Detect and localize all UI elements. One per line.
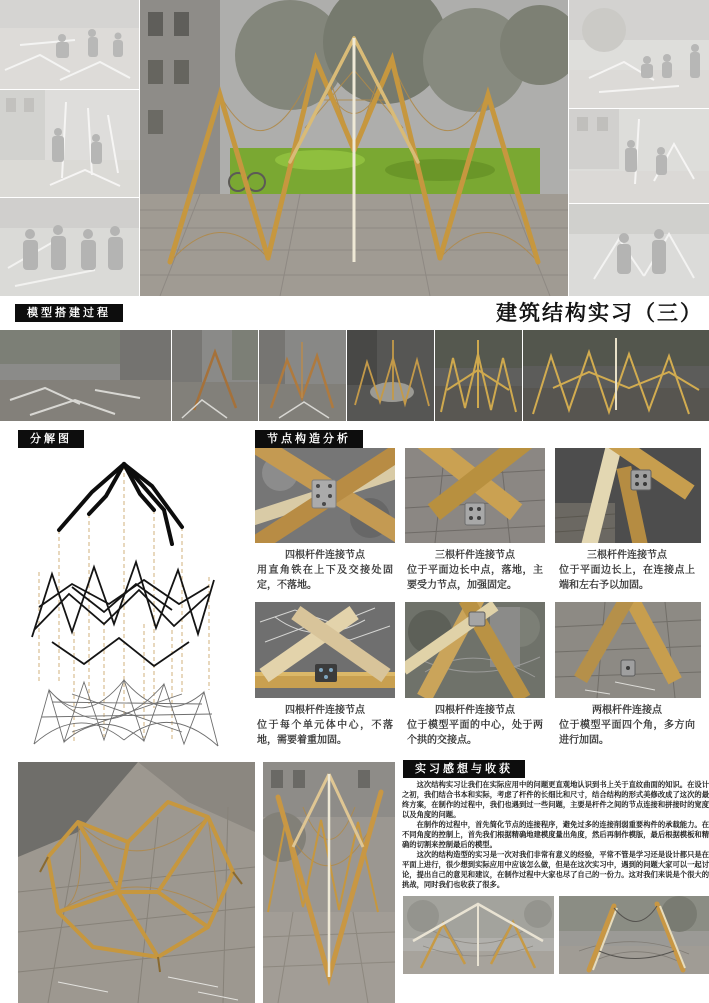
node-photo-3 [555,448,701,543]
photo-detail-bottom-right [559,896,709,974]
strip-photo-4 [347,330,434,421]
node-caption-5-title: 四根杆件连接节点 [435,705,515,716]
node-caption-2 [405,549,545,593]
section-label-reflection [403,760,525,778]
node-caption-5-desc: 位于模型平面的中心，处于两个拱的交接点。 [407,720,543,746]
photo-aerial-view [18,762,255,1003]
strip-photo-2 [172,330,258,421]
strip-photo-3 [259,330,346,421]
photo-process-left-2 [0,90,139,197]
node-photo-2 [405,448,545,543]
node-caption-1-desc: 用直角铁在上下及交接处固定，不落地。 [257,565,393,591]
node-caption-3-title: 三根杆件连接节点 [587,550,667,561]
node-caption-3 [557,549,697,593]
section-label-exploded-text: 分解图 [30,433,72,445]
photo-detail-bottom-left [403,896,554,974]
photo-process-left-3 [0,198,139,296]
top-photo-collage [0,0,709,296]
reflection-paragraph-3: 这次的结构造型的实习是一次对我们非常有意义的经验，平常不管是学习还是设计都只是在平面上进行，很少想到实际应用中应该怎么做，但是在这次实习中，遇到的问题大家可以一起讨论，提出自己的意见和建议，在制作过程中大家也尽了自己的一份力。这对我们来说是个很大的挑战，同时我们也收获了很多。 [402,850,709,889]
section-label-node-analysis [255,430,363,448]
node-caption-6-desc: 位于模型平面四个角，多方向进行加固。 [559,720,695,746]
node-caption-6-title: 两根杆件连接点 [592,705,662,716]
strip-photo-6 [523,330,709,421]
strip-photo-5 [435,330,522,421]
photo-process-right-1 [569,0,709,108]
node-caption-4-desc: 位于每个单元体中心，不落地，需要着重加固。 [257,720,393,746]
photo-process-right-3 [569,204,709,296]
page-title: 建筑结构实习（三） [496,302,703,325]
exploded-diagram [12,452,237,758]
section-label-node-analysis-text: 节点构造分析 [267,433,351,445]
section-label-exploded [18,430,84,448]
photo-structure-vertical [263,762,395,1003]
node-caption-6 [557,704,697,748]
section-label-build-process [15,304,123,322]
reflection-paragraph-1: 这次结构实习让我们在实际应用中的问题更直观地认识到书上关于直纹曲面的知识。在设计之初，我们结合书本和实际，考虑了杆件的长细比和尺寸，结合结构的形式美修改成了这次的最终方案，在制作的过程中，我们也遇到过一些问题，主要是杆件之间的节点连接和拼接时的宽度以及角度的问题。 [402,780,709,819]
build-process-photo-strip [0,330,709,421]
photo-process-right-2 [569,109,709,203]
reflection-paragraphs [402,780,709,890]
node-caption-4 [255,704,395,748]
reflection-paragraph-2: 在制作的过程中，首先简化节点的连接程序，避免过多的连接削弱重要构件的承载能力。在不同角度的控制上，首先我们根据精确地建模度量出角度，然后再制作模版，最后根据模板和精确的切割来控制最后的模型。 [402,820,709,849]
section-label-build-process-text: 模型搭建过程 [27,307,111,319]
node-caption-3-desc: 位于平面边长上，在连接点上端和左右予以加固。 [559,565,695,591]
node-photo-5 [405,602,545,698]
node-caption-1-title: 四根杆件连接节点 [285,550,365,561]
photo-hero-structure [140,0,568,296]
node-caption-1 [255,549,395,593]
strip-photo-1 [0,330,171,421]
photo-process-left-1 [0,0,139,89]
node-photo-1 [255,448,395,543]
section-label-reflection-text: 实习感想与收获 [415,763,513,775]
node-caption-2-desc: 位于平面边长中点，落地，主要受力节点，加强固定。 [407,565,543,591]
node-caption-5 [405,704,545,748]
node-caption-4-title: 四根杆件连接节点 [285,705,365,716]
node-photo-6 [555,602,701,698]
node-photo-4 [255,602,395,698]
node-caption-2-title: 三根杆件连接节点 [435,550,515,561]
